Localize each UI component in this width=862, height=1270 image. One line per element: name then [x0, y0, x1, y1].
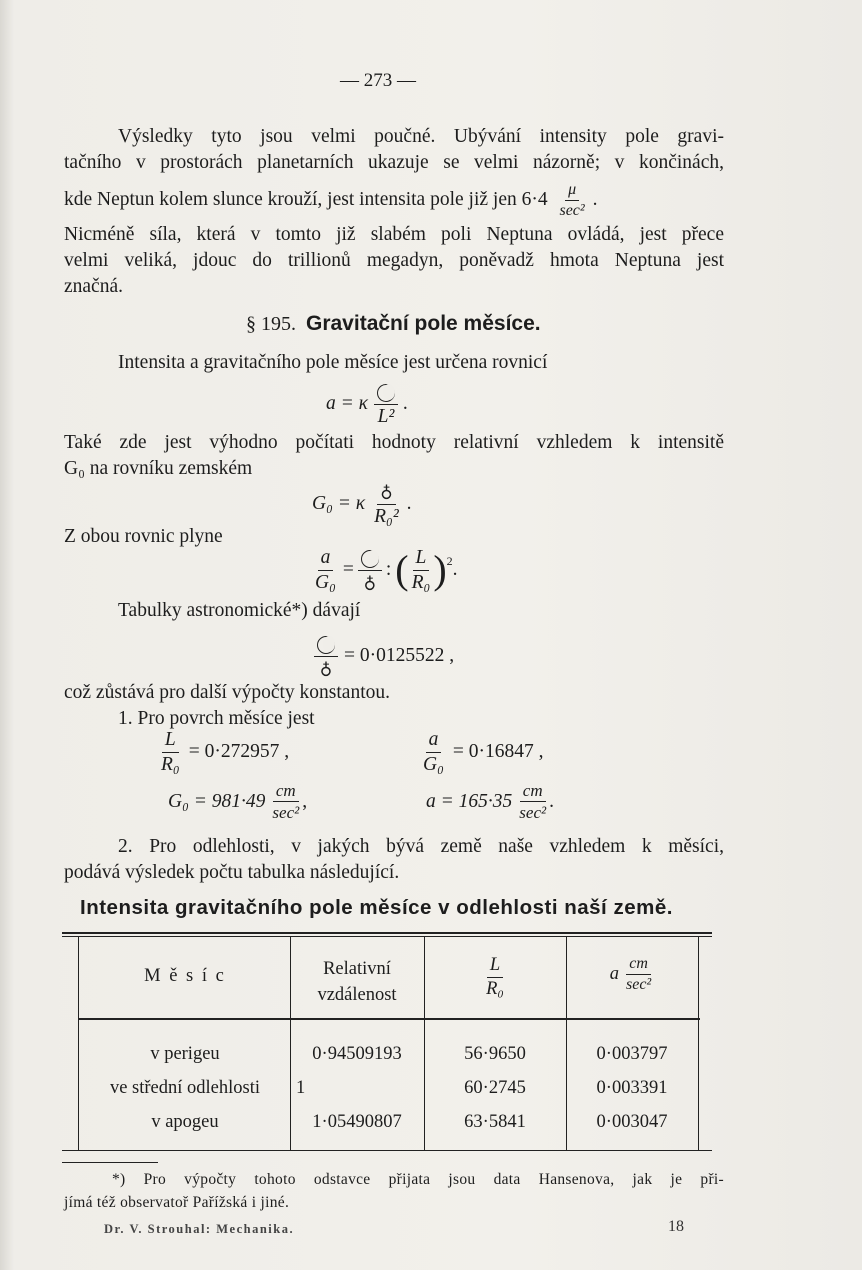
intro-line-6: značná. [64, 276, 123, 297]
equation-2: G₀ = κ $\frac{♁}{\text{R₀²}}$ . [312, 482, 412, 527]
moon-symbol [317, 636, 335, 654]
moon-symbol [377, 384, 395, 402]
text-intensity: Intensita a gravitačního pole měsíce jest určena rovnicí [118, 352, 548, 373]
intro-line-4: Nicméně síla, která v tomto již slabém poli Neptuna ovládá, jest přece [64, 224, 724, 245]
table-vline [78, 936, 79, 1150]
footnote-line-2: jímá též observatoř Pařížská i jiné. [64, 1194, 290, 1211]
footnote-rule [62, 1162, 158, 1163]
intro-line-3: kde Neptun kolem slunce krouží, jest intensita pole již jen 6·4 [64, 188, 548, 210]
text-g0: G₀ na rovníku zemském [64, 458, 253, 479]
text-relative: Také zde jest výhodno počítati hodnoty relativní vzhledem k intensitě [64, 432, 724, 453]
table-header-month: M ě s í c [144, 966, 226, 986]
printer-signature: Dr. V. Strouhal: Mechanika. [104, 1222, 295, 1236]
section-number: § 195. [246, 313, 296, 335]
equation-5c: G₀ = 981·49 $\frac{cm}{\text{sec²}}$ , [168, 781, 308, 822]
table-top-rule-2 [62, 936, 712, 937]
moon-symbol [361, 550, 379, 568]
mu-over-sec2: $\frac{\mu}{\text{sec²}}$ [559, 181, 585, 219]
table-title: Intensita gravitačního pole měsíce v odlehlosti naší země. [80, 896, 673, 919]
text-tables: Tabulky astronomické*) dávají [118, 600, 361, 621]
intro-line-3-wrap: kde Neptun kolem slunce krouží, jest intensita pole již jen 6·4 $\frac{\mu}{\text{sec²}}$ . [64, 181, 598, 219]
earth-symbol: ♁ [363, 572, 377, 592]
page-number: — 273 — [340, 70, 416, 91]
earth-symbol: ♁ [380, 482, 393, 501]
equation-5d: a = 165·35 $\frac{cm}{\text{sec²}}$ . [426, 781, 554, 822]
equation-4: ♁ = 0·0125522 , [314, 634, 454, 678]
table-vline [698, 936, 699, 1150]
intro-line-1: Výsledky tyto jsou velmi poučné. Ubývání intensity pole gravi- [118, 126, 724, 147]
equation-5a: $\frac{L}{\text{R₀}}$ = 0·272957 , [161, 729, 290, 775]
book-page: — 273 — Výsledky tyto jsou velmi poučné. Ubývání intensity pole gravi- tačního v prostorách planetarních ukazuje se velmi názorně; v končinách, kde Neptun kolem slunce krouží, jest intensita pole již jen 6·4 $\frac{\mu}{\text{sec²}}$ . Nicméně síla, která v tomto již slabém poli Neptuna ovládá, jest přece velmi veliká, jdouc do trillionů megadyn, poněvadž hmota Neptuna jest značná. § 195. Gravitační pole měsíce. Intensita a gravitačního pole měsíce jest určena rovnicí a = κ L² . Také zde jest výhodno počítati hodnoty relativní vzhledem k intensitě G₀ na rovníku zemském G₀ = κ $\frac{♁}{\text{R₀²}}$ . Z obou rovnic plyne $\frac{a}{\text{G₀}}$ = ♁ : ( $\frac{L}{\text{R₀}}$ ) $^2$ . Tabulky astronomické*) dávají ♁ = 0·0125522 , což zůstává pro další výpočty konstantou. 1. Pro povrch měsíce jest $\frac{L}{\text{R₀}}$ = 0·272957 , $\frac{a}{\text{G₀}}$ = 0·16847 , G₀ = 981·49 $\frac{cm}{\text{sec²}}$ , a = 165·35 $\frac{cm}{\text{sec²}}$ . 2. Pro odlehlosti, v jakých bývá země naše vzhledem k měsíci, podává výsledek počtu tabulka následující. Intensita gravitačního pole měsíce v odlehlosti naší země. M ě s í c Relativní vzdálenost $\frac{L}{\text{R₀}}$ a $\frac{cm}{\text{sec²}}$ v perigeu 0·94509193 56·9650 0·003797 ve střední odlehlosti 1 60·2745 0·003391 v apogeu 1·05490807 63·5841 0·003047 *) Pro výpočty tohoto odstavce přijata jsou data Hansenova, jak je při- jímá též observatoř Pařížská i jiné. Dr. V. Strouhal: Mechanika. 18 [0, 0, 862, 1270]
table-header-rule [78, 1018, 700, 1020]
equation-5b: $\frac{a}{\text{G₀}}$ = 0·16847 , [423, 729, 544, 775]
table-top-rule [62, 932, 712, 934]
earth-symbol: ♁ [319, 658, 333, 678]
footnote-line-1: *) Pro výpočty tohoto odstavce přijata jsou data Hansenova, jak je při- [112, 1171, 724, 1188]
sheet-number: 18 [668, 1218, 684, 1235]
table-bottom-rule [62, 1150, 712, 1151]
text-both-equations: Z obou rovnic plyne [64, 526, 223, 547]
item-2-line-1: 2. Pro odlehlosti, v jakých bývá země naše vzhledem k měsíci, [118, 836, 724, 857]
table-header-ratio: $\frac{L}{\text{R₀}}$ [486, 955, 504, 999]
table-header-intensity: a $\frac{cm}{\text{sec²}}$ [609, 955, 652, 993]
intro-line-5: velmi veliká, jdouc do trillionů megadyn, poněvadž hmota Neptuna jest [64, 250, 724, 271]
item-1: 1. Pro povrch měsíce jest [118, 708, 315, 729]
item-2-line-2: podává výsledek počtu tabulka následující. [64, 862, 400, 883]
section-title: Gravitační pole měsíce. [306, 312, 541, 335]
equation-1: a = κ L² . [326, 382, 408, 426]
table-header-distance: Relativní vzdálenost [317, 959, 397, 1005]
intro-line-2: tačního v prostorách planetarních ukazuje se velmi názorně; v končinách, [64, 152, 724, 173]
equation-3: $\frac{a}{\text{G₀}}$ = ♁ : ( $\frac{L}{\text{R₀}}$ ) $^2$ . [315, 547, 458, 593]
text-constant: což zůstává pro další výpočty konstantou. [64, 682, 391, 703]
